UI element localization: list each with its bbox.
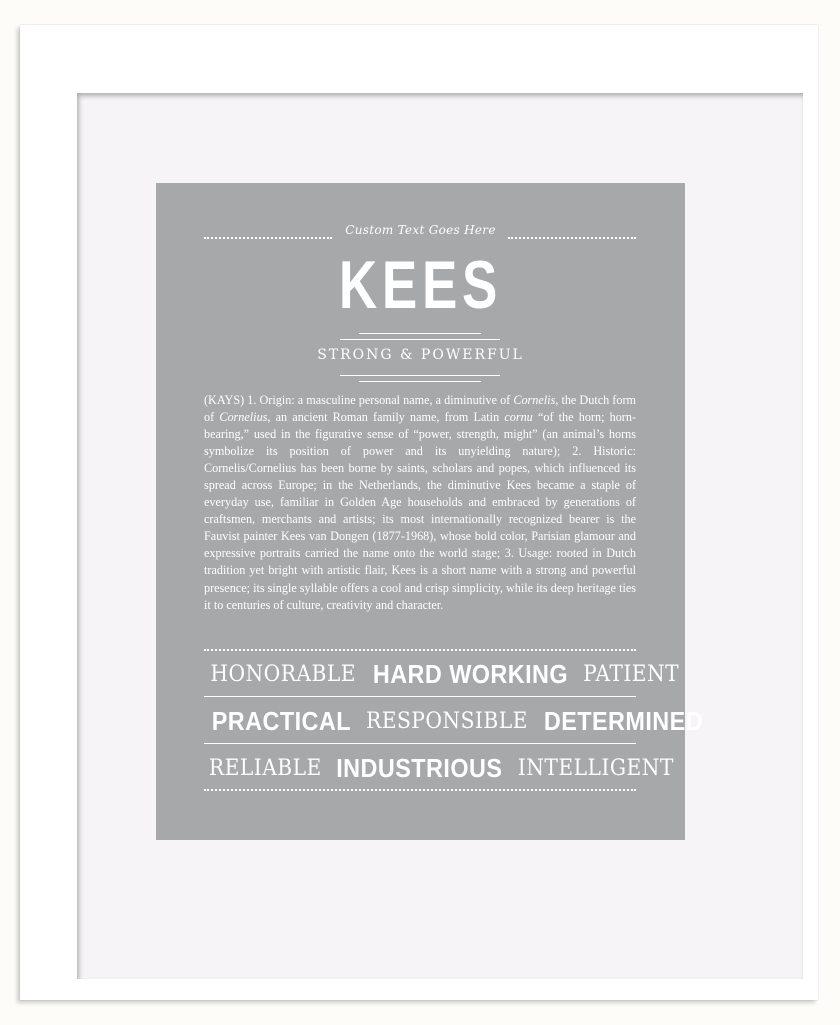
custom-text: Custom Text Goes Here	[345, 223, 496, 237]
definition-italic-term: Cornelis	[513, 393, 556, 407]
name-title: KEES	[338, 247, 503, 323]
trait-word: PRACTICAL	[211, 705, 351, 736]
name-print	[156, 183, 703, 840]
definition-text: “of the horn; horn-bearing,” used in the figurative sense of “power, strength, might” (an animal’s horns symbolize its position of power and its unyielding nature); 2. Historic: Cornelis/Cornelius has been borne by saints, scholars and popes, which influenced its spread across Europe; in the Netherlands, the diminutive Kees became a staple of everyday use, familiar in Golden Age households and embraced by generations of craftsmen, merchants and artists; its most internationally recognized bearer is the Fauvist painter Kees van Dongen (1877-1968), whose bold color, Parisian glamour and expressive portraits carried the name onto the world stage; 3. Usage: rooted in Dutch tradition yet bright with artistic flair, Kees is a short name with a strong and powerful presence; its single syllable offers a cool and crisp simplicity, while its deep heritage ties it to centuries of culture, creativity and character.	[204, 410, 637, 612]
name-underline-rule	[340, 339, 500, 340]
definition-italic-term: Cornelius	[219, 410, 268, 425]
traits-bottom-dotted-divider	[204, 789, 636, 791]
trait-word: RELIABLE	[208, 755, 322, 781]
definition-text: , the Dutch form of	[204, 393, 636, 425]
trait-word: DETERMINED	[543, 705, 703, 736]
trait-word: HARD WORKING	[373, 658, 569, 689]
definition-text: , an ancient Roman family name, from Latin	[267, 410, 505, 425]
trait-word: PATIENT	[583, 661, 680, 687]
name-definition	[204, 392, 636, 614]
tagline-underline-rule	[340, 375, 500, 376]
top-right-dotted-divider	[508, 237, 636, 239]
trait-word: RESPONSIBLE	[365, 708, 528, 734]
definition-italic-term: cornu	[504, 410, 533, 425]
trait-row-divider	[204, 743, 636, 744]
traits-top-dotted-divider	[204, 649, 636, 651]
trait-row-divider	[204, 696, 636, 697]
tagline-underline-rule	[359, 381, 481, 382]
trait-row	[204, 704, 703, 738]
trait-word: INDUSTRIOUS	[335, 752, 503, 783]
trait-word: INTELLIGENT	[518, 755, 675, 781]
trait-word: HONORABLE	[210, 661, 356, 687]
top-left-dotted-divider	[204, 237, 332, 239]
trait-row	[204, 657, 680, 691]
name-meaning-tagline: STRONG & POWERFUL	[317, 347, 524, 363]
definition-text: (KAYS) 1. Origin: a masculine personal name, a diminutive of	[204, 393, 514, 407]
trait-row	[204, 751, 675, 785]
name-underline-rule	[359, 333, 481, 334]
